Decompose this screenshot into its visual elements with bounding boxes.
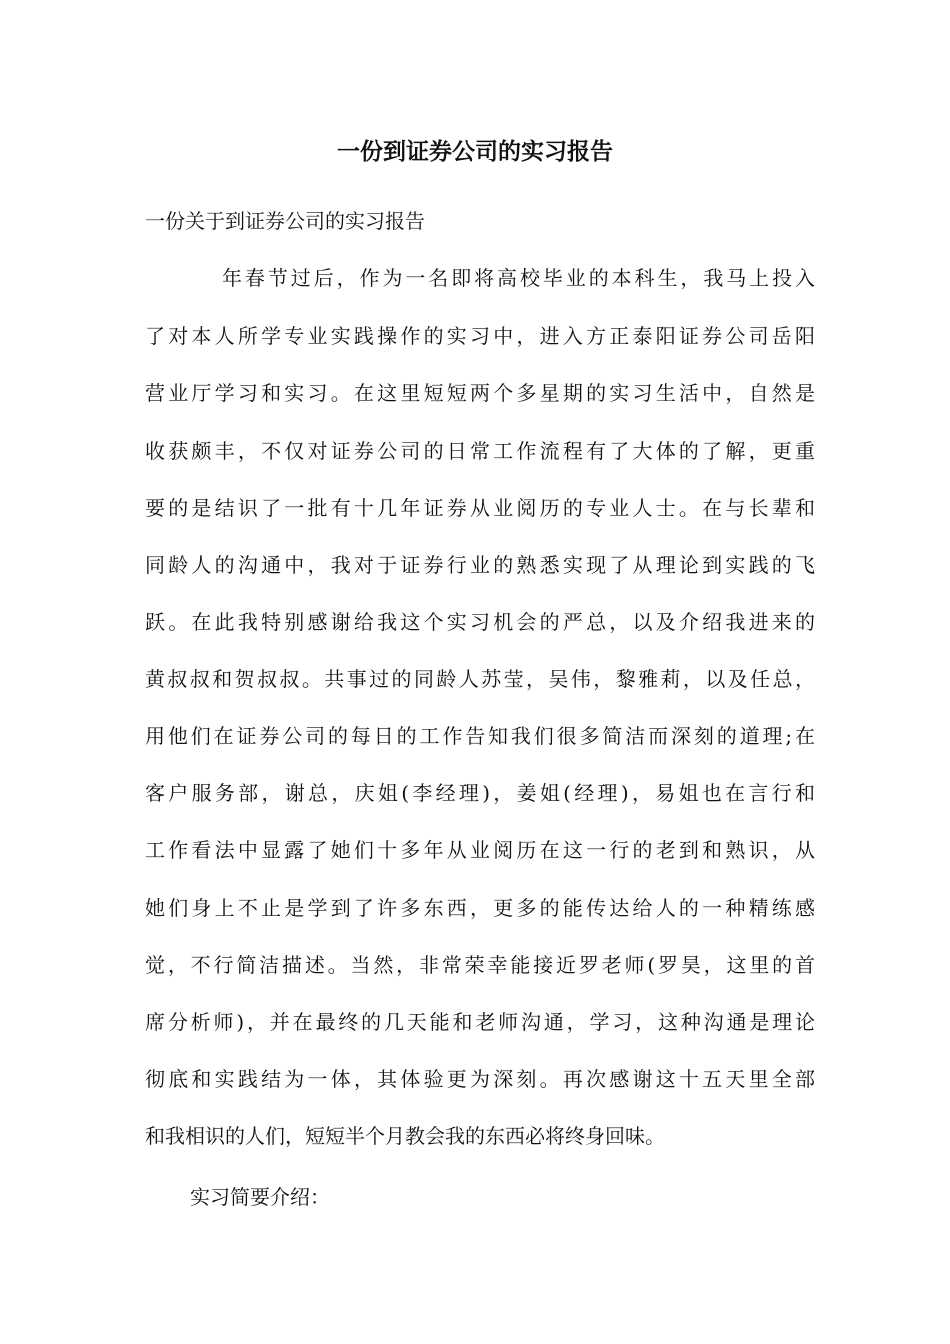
- paragraph-line: 收获颇丰，不仅对证券公司的日常工作流程有了大体的了解，更重: [145, 439, 815, 463]
- document-title: 一份到证券公司的实习报告: [337, 138, 613, 165]
- paragraph-line: 席分析师)，并在最终的几天能和老师沟通，学习，这种沟通是理论: [145, 1010, 815, 1034]
- paragraph-line: 了对本人所学专业实践操作的实习中，进入方正泰阳证券公司岳阳: [145, 324, 815, 348]
- paragraph-line: 彻底和实践结为一体，其体验更为深刻。再次感谢这十五天里全部: [145, 1067, 815, 1091]
- paragraph-line: 和我相识的人们，短短半个月教会我的东西必将终身回味。: [145, 1124, 665, 1148]
- paragraph-line: 年春节过后，作为一名即将高校毕业的本科生，我马上投入: [222, 266, 815, 290]
- paragraph-line: 她们身上不止是学到了许多东西，更多的能传达给人的一种精练感: [145, 896, 815, 920]
- paragraph-line: 跃。在此我特别感谢给我这个实习机会的严总，以及介绍我进来的: [145, 610, 815, 634]
- section-heading: 实习简要介绍：: [190, 1185, 330, 1209]
- paragraph-line: 客户服务部，谢总，庆姐(李经理)，姜姐(经理)，易姐也在言行和: [145, 781, 815, 805]
- paragraph-line: 用他们在证券公司的每日的工作告知我们很多简洁而深刻的道理;在: [145, 724, 815, 748]
- paragraph-line: 觉，不行简洁描述。当然，非常荣幸能接近罗老师(罗昊，这里的首: [145, 953, 815, 977]
- document-subtitle: 一份关于到证券公司的实习报告: [145, 209, 425, 233]
- paragraph-line: 要的是结识了一批有十几年证券从业阅历的专业人士。在与长辈和: [145, 496, 815, 520]
- paragraph-line: 同龄人的沟通中，我对于证券行业的熟悉实现了从理论到实践的飞: [145, 553, 815, 577]
- paragraph-line: 工作看法中显露了她们十多年从业阅历在这一行的老到和熟识，从: [145, 838, 815, 862]
- paragraph-line: 黄叔叔和贺叔叔。共事过的同龄人苏莹，吴伟，黎雅莉，以及任总，: [145, 667, 815, 691]
- paragraph-line: 营业厅学习和实习。在这里短短两个多星期的实习生活中，自然是: [145, 381, 815, 405]
